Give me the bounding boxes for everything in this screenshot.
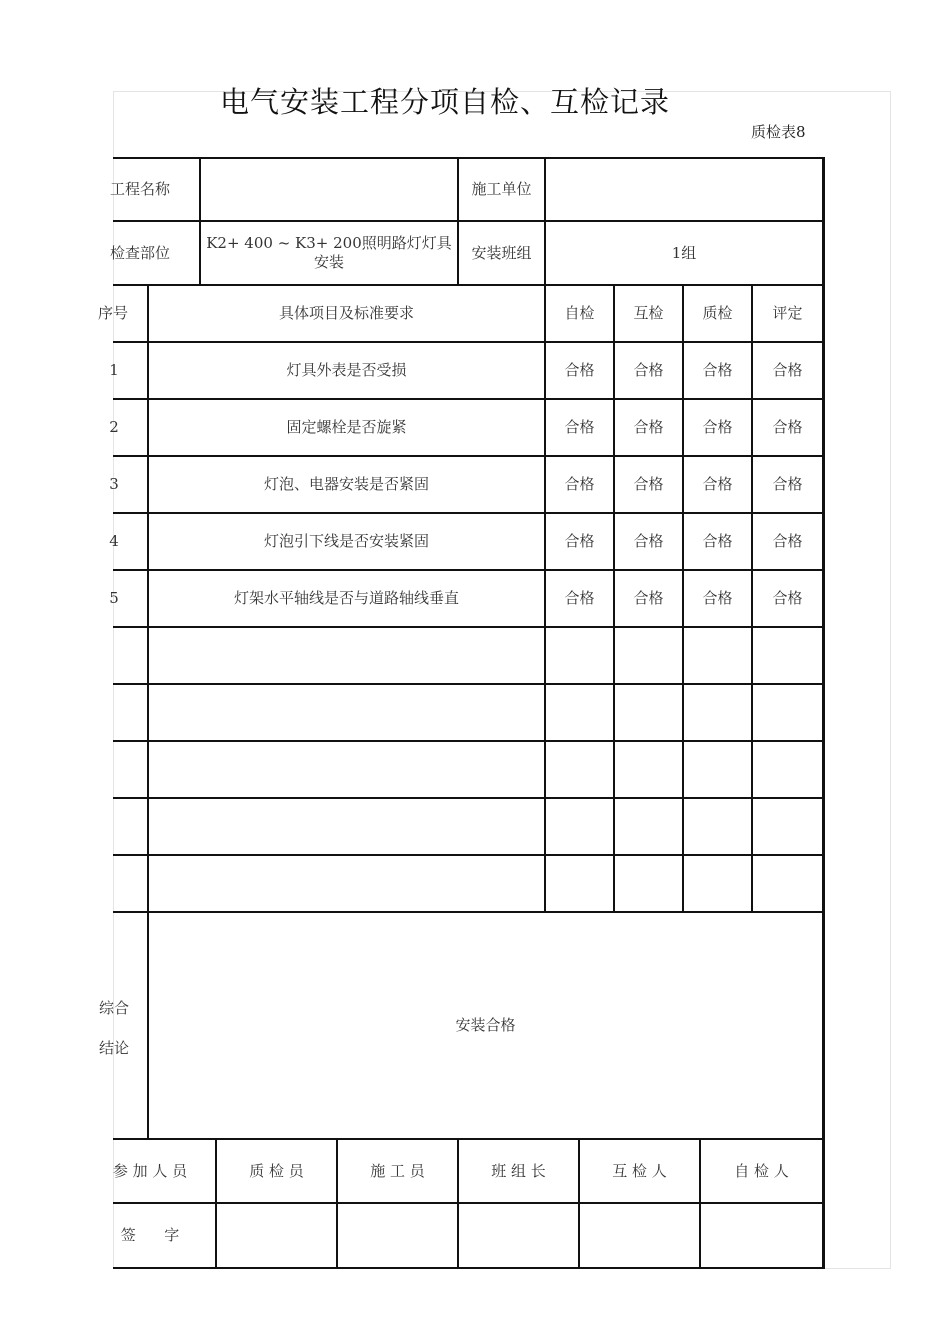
contractor-label: 施工单位 [471,180,532,199]
team-label: 安装班组 [471,243,532,262]
location-label: 检查部位 [109,243,170,262]
row-self-check: 合格 [564,532,595,551]
row-self-check: 合格 [564,475,595,494]
role-self-inspector: 自 检 人 [734,1161,789,1180]
table-line [113,854,824,856]
row-item: 灯泡引下线是否安装紧固 [263,532,429,551]
row-no: 5 [109,589,119,608]
row-self-check: 合格 [564,589,595,608]
row-no: 4 [109,532,119,551]
location-value[interactable]: K2+ 400 ~ K3+ 200照明路灯灯具安装 [206,234,452,271]
participants-label: 参 加 人 员 [112,1161,188,1180]
header-mutual-check: 互检 [633,304,664,323]
row-rating: 合格 [772,475,803,494]
row-self-check: 合格 [564,418,595,437]
header-quality-check: 质检 [702,304,733,323]
role-constructor: 施 工 员 [370,1161,425,1180]
conclusion-value[interactable]: 安装合格 [455,1016,516,1035]
table-line [113,683,824,685]
signature-field-self-inspector[interactable] [701,1204,822,1267]
conclusion-label-line1: 综合 [98,998,129,1017]
row-item: 固定螺栓是否旋紧 [286,418,407,437]
project-name-value[interactable] [201,159,457,220]
signature-field-constructor[interactable] [338,1204,457,1267]
row-quality-check: 合格 [702,589,733,608]
row-self-check: 合格 [564,361,595,380]
row-no: 2 [109,418,119,437]
table-line [113,1267,824,1269]
signature-field-quality-inspector[interactable] [217,1204,336,1267]
signature-label: 签 字 [120,1226,180,1245]
header-item: 具体项目及标准要求 [278,304,414,323]
form-number: 质检表8 [751,123,806,141]
header-no: 序号 [97,304,128,323]
row-mutual-check: 合格 [633,418,664,437]
page-title: 电气安装工程分项自检、互检记录 [220,85,671,119]
role-quality-inspector: 质 检 员 [249,1161,304,1180]
row-no: 3 [109,475,119,494]
team-value[interactable]: 1组 [671,243,697,262]
contractor-value[interactable] [546,159,822,220]
header-rating: 评定 [772,304,803,323]
role-team-leader: 班 组 长 [491,1161,546,1180]
table-right-border [822,157,825,1269]
row-mutual-check: 合格 [633,475,664,494]
row-no: 1 [109,361,119,380]
row-item: 灯泡、电器安装是否紧固 [263,475,429,494]
row-quality-check: 合格 [702,361,733,380]
row-mutual-check: 合格 [633,532,664,551]
row-quality-check: 合格 [702,418,733,437]
row-mutual-check: 合格 [633,361,664,380]
header-self-check: 自检 [564,304,595,323]
row-item: 灯具外表是否受损 [286,361,407,380]
row-item: 灯架水平轴线是否与道路轴线垂直 [233,589,459,608]
signature-field-mutual-inspector[interactable] [580,1204,699,1267]
project-name-label: 工程名称 [109,180,170,199]
table-line [113,740,824,742]
row-rating: 合格 [772,532,803,551]
row-rating: 合格 [772,418,803,437]
role-mutual-inspector: 互 检 人 [612,1161,667,1180]
row-rating: 合格 [772,361,803,380]
signature-field-team-leader[interactable] [459,1204,578,1267]
table-line [113,797,824,799]
conclusion-label-line2: 结论 [98,1038,129,1057]
table-line [113,626,824,628]
row-rating: 合格 [772,589,803,608]
row-quality-check: 合格 [702,475,733,494]
row-quality-check: 合格 [702,532,733,551]
row-mutual-check: 合格 [633,589,664,608]
